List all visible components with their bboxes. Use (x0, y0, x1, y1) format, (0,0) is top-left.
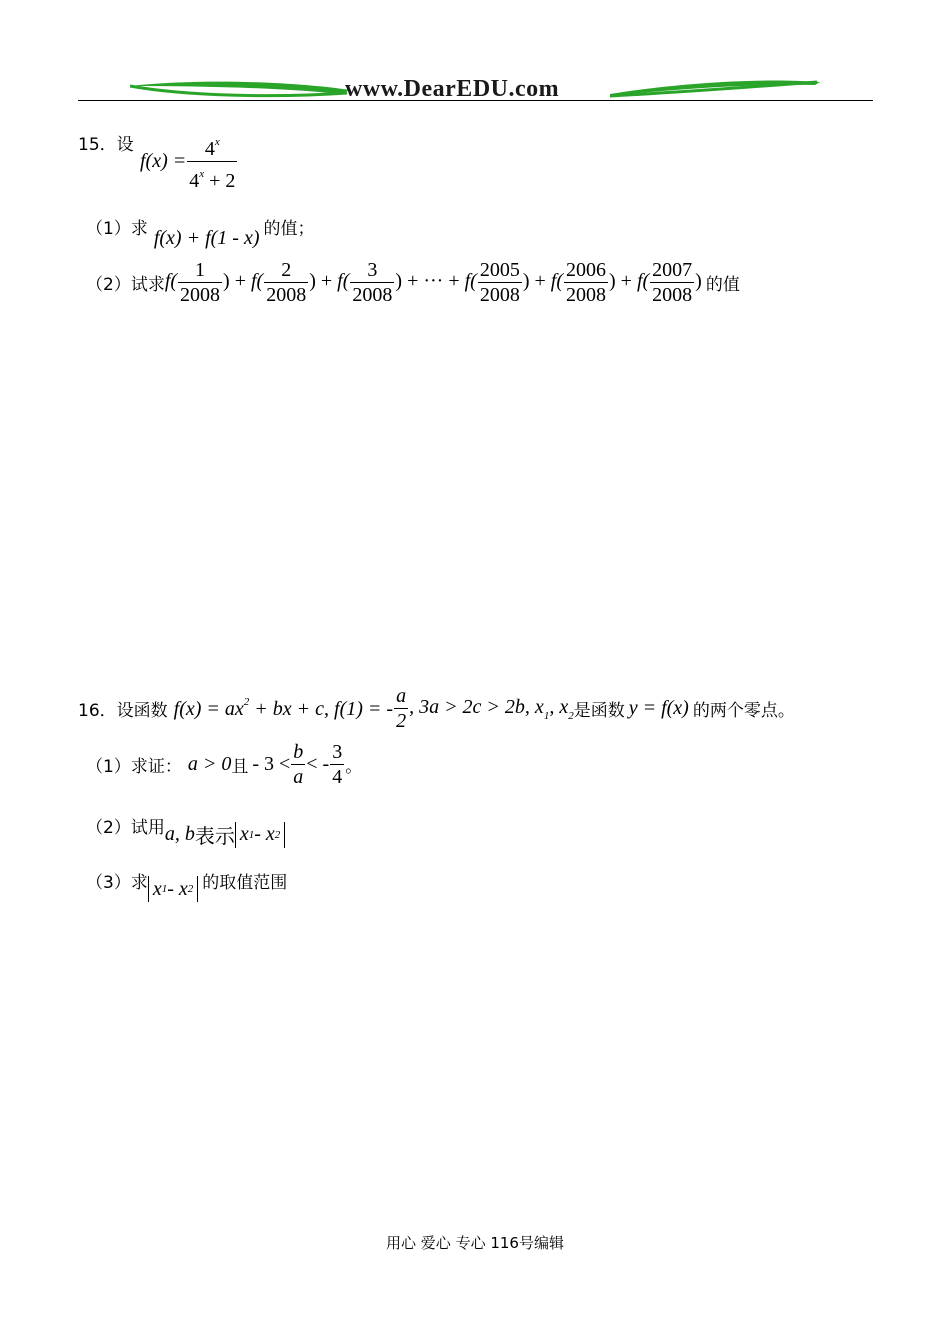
q16-intro: 设函数 (116, 701, 168, 721)
q16-func-def-tail: + bx + c, f(1) = - (254, 698, 394, 720)
header-divider (78, 100, 873, 101)
q15-frac-den-tail: + 2 (209, 170, 236, 192)
q16-cond-text: , 3a > 2c > 2b, x (409, 695, 544, 718)
q16-cond-sub1: 1 (543, 709, 550, 722)
sum-fraction-den: 2008 (652, 284, 693, 306)
q16-part1-frac2-den: 4 (332, 766, 343, 788)
q16-cond (409, 696, 574, 722)
q16-cond-mid: , x (549, 695, 569, 718)
q16-part1 (86, 740, 362, 789)
q16-part1-frac-ba (291, 740, 305, 789)
sum-func-open: f( (251, 270, 264, 293)
q16-part3-abs (148, 876, 198, 902)
q16-part2-abs (235, 822, 285, 848)
sum-fraction-num: 3 (367, 259, 378, 281)
q15-part2-tail: 的值 (705, 275, 740, 295)
q16-part1-and: 且 (231, 757, 249, 777)
q15-part1-tail: 的值； (263, 219, 315, 239)
sum-plus: + (229, 270, 251, 293)
sum-fraction-num: 2 (281, 259, 292, 281)
q16-part1-lt: < - (306, 753, 330, 775)
sum-func-open: f( (550, 270, 563, 293)
sum-ellipsis: + ··· + (402, 270, 465, 293)
q16-number: 16． (78, 701, 117, 721)
q16-cond-tail: 是函数 (573, 701, 625, 721)
page-footer: 用心 爱心 专心 116号编辑 (386, 1234, 564, 1252)
q16-frac-a-den: 2 (396, 710, 407, 732)
q15-fraction (187, 130, 237, 193)
sum-func-close: ) (609, 270, 616, 293)
q15-frac-den-sup: x (199, 168, 205, 180)
sum-plus: + (529, 270, 551, 293)
sum-fraction-den: 2008 (352, 284, 393, 306)
logo-text: www.DearEDU.com (345, 76, 560, 102)
q16-heading (78, 684, 795, 733)
sum-func-close: ) (309, 270, 316, 293)
sum-fraction (650, 258, 694, 307)
sum-fraction (564, 258, 608, 307)
q16-part2 (86, 802, 285, 849)
sum-fraction-den: 2008 (479, 284, 520, 306)
sum-fraction-num: 2007 (652, 259, 693, 281)
q16-part1-label: （1）求证： (86, 757, 182, 777)
q16-part3 (86, 858, 287, 902)
sum-func-close: ) (395, 270, 403, 293)
q16-part3-abs-sub1: 1 (161, 883, 168, 895)
q16-cond-end: 的两个零点。 (692, 701, 795, 721)
q15-part1 (86, 203, 315, 250)
sum-fraction-num: 2006 (566, 259, 606, 281)
q16-part3-label: （3）求 (86, 872, 148, 893)
sum-fraction (478, 258, 522, 307)
sum-fraction (264, 258, 308, 307)
q15-intro: 设 (116, 135, 134, 155)
sum-plus: + (315, 270, 338, 293)
sum-fraction-den: 2008 (180, 284, 221, 306)
sum-func-open: f( (464, 270, 477, 293)
q15-frac-den: 4 (189, 170, 200, 192)
q15-part1-label: （1）求 (86, 219, 148, 239)
q15-function (140, 130, 238, 193)
q16-cond-sub2: 2 (568, 709, 574, 722)
q16-part1-frac-34 (330, 740, 344, 789)
q15-frac-num: 4 (204, 138, 215, 160)
sum-func-open: f( (164, 270, 178, 293)
q16-func-def-sup: 2 (243, 696, 250, 708)
q15-func-lhs: f(x) = (140, 150, 187, 172)
q16-part1-frac2-num: 3 (332, 741, 343, 763)
sum-func-open: f( (636, 270, 650, 293)
q16-part3-abs-minus: - x (167, 877, 188, 900)
q16-part2-abs-minus: - x (254, 823, 275, 845)
sum-fraction-num: 1 (195, 259, 206, 281)
q15-frac-num-sup: x (214, 136, 220, 148)
q16-func-def-text: f(x) = ax (173, 698, 244, 720)
q15-sum-expression (165, 258, 702, 307)
q16-frac-a (394, 684, 408, 733)
q16-part2-abs-sub2: 2 (274, 828, 281, 841)
q16-part2-label: （2）试用 (86, 818, 165, 838)
q16-cond-func: y = f(x) (628, 697, 689, 719)
q16-part2-abs-sub1: 1 (248, 828, 255, 841)
q16-part3-abs-sub2: 2 (187, 883, 194, 895)
sum-plus: + (615, 270, 637, 293)
sum-fraction-den: 2008 (266, 284, 307, 306)
q16-part1-expr1: a > 0 (187, 753, 232, 775)
q16-part1-frac-num: b (293, 741, 304, 763)
sum-fraction (350, 258, 394, 307)
q16-part1-expr2: - 3 < (252, 753, 291, 775)
q16-func-def (174, 696, 393, 721)
q16-part3-tail: 的取值范围 (202, 872, 288, 893)
q16-part3-abs-x: x (152, 877, 162, 900)
sum-func-close: ) (695, 270, 702, 293)
q15-number: 15． (78, 135, 117, 155)
sum-func-close: ) (223, 270, 230, 293)
sum-fraction-num: 2005 (479, 259, 520, 281)
q16-part2-vars: a, b (164, 823, 195, 845)
q15-part2-label: （2）试求 (86, 275, 165, 295)
sum-func-open: f( (337, 270, 350, 293)
q15-part1-expr: f(x) + f(1 - x) (153, 227, 260, 249)
sum-fraction-den: 2008 (566, 284, 606, 306)
sum-func-close: ) (522, 270, 530, 293)
q16-part2-abs-x: x (239, 823, 249, 845)
q16-part1-frac-den: a (293, 766, 304, 788)
q15-part2 (86, 258, 740, 307)
q16-frac-a-num: a (396, 685, 407, 707)
q16-part1-end: 。 (345, 757, 363, 777)
sum-fraction (178, 258, 222, 307)
q15-heading (78, 130, 134, 155)
q16-part2-mid: 表示 (194, 824, 235, 848)
